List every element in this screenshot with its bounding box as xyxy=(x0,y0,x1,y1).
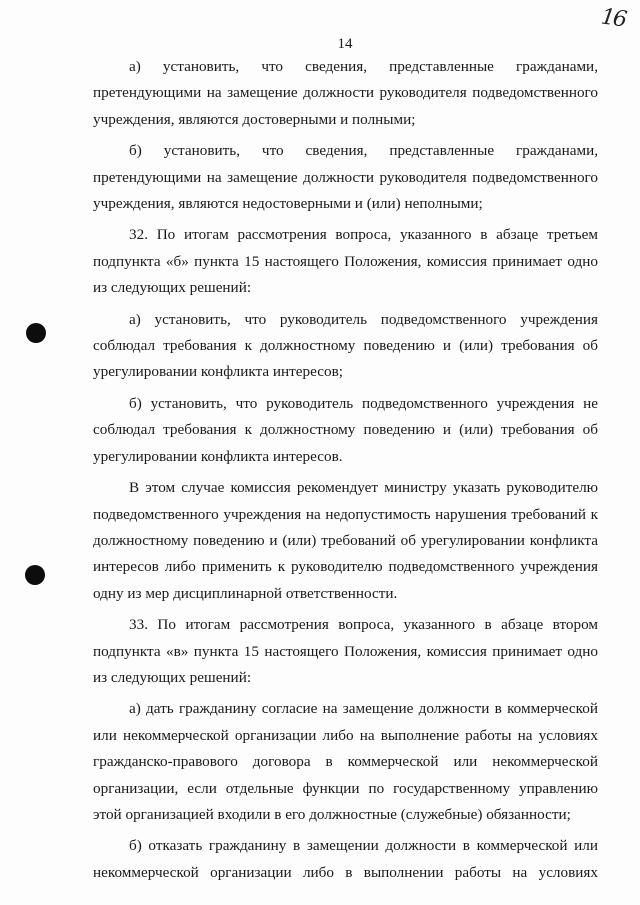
paragraph-p33-a xyxy=(93,696,598,828)
text-line: В этом случае комиссия рекомендует министру указать руководителю xyxy=(129,479,598,497)
text-line: или некоммерческой организации либо на выполнение работы на условиях xyxy=(93,726,598,744)
paragraph-p33 xyxy=(93,612,598,691)
paragraph-a-dostovernye xyxy=(93,54,598,133)
paragraph-p32-b xyxy=(93,391,598,470)
text-line: гражданско-правового договора в коммерческой или некоммерческой xyxy=(93,753,598,771)
text-line: б) отказать гражданину в замещении должности в коммерческой или xyxy=(129,837,598,855)
text-line: претендующими на замещение должности руководителя подведомственного xyxy=(93,168,598,186)
text-line: соблюдал требования к должностному поведению и (или) требования об xyxy=(93,421,598,439)
text-line: должностному поведению и (или) требований об урегулировании конфликта xyxy=(93,531,598,549)
text-line: из следующих решений: xyxy=(93,279,252,297)
text-line: а) установить, что руководитель подведомственного учреждения xyxy=(129,310,598,328)
text-line: а) установить, что сведения, представленные гражданами, xyxy=(129,58,598,75)
text-line: подведомственного учреждения на недопустимость нарушения требований к xyxy=(93,505,598,523)
text-line: одну из мер дисциплинарной ответственности. xyxy=(93,584,398,602)
text-line: учреждения, являются достоверными и полными; xyxy=(93,110,416,128)
handwritten-page-number: 16 xyxy=(599,4,627,33)
text-line: соблюдал требования к должностному поведению и (или) требования об xyxy=(93,337,598,355)
punch-hole-mark xyxy=(25,565,45,585)
text-line: претендующими на замещение должности руководителя подведомственного xyxy=(93,84,598,102)
text-line: урегулировании конфликта интересов; xyxy=(93,363,343,381)
paragraph-b-nedostovernye xyxy=(93,138,598,217)
text-line: 32. По итогам рассмотрения вопроса, указанного в абзаце третьем xyxy=(129,226,598,244)
text-line: этой организацией входили в его должностные (служебные) обязанности; xyxy=(93,805,571,823)
text-line: интересов либо применить к руководителю подведомственного учреждения xyxy=(93,558,598,576)
text-line: организации, если отдельные функции по государственному управлению xyxy=(93,779,598,797)
page-number: 14 xyxy=(337,36,353,52)
text-line: б) установить, что сведения, представленные гражданами, xyxy=(129,142,598,160)
text-line: б) установить, что руководитель подведомственного учреждения не xyxy=(129,394,598,412)
document-body xyxy=(93,54,598,891)
text-line: учреждения, являются недостоверными и (или) неполными; xyxy=(93,195,483,213)
paragraph-p33-b xyxy=(93,833,598,886)
text-line: некоммерческой организации либо в выполнении работы на условиях xyxy=(93,863,598,881)
text-line: 33. По итогам рассмотрения вопроса, указанного в абзаце втором xyxy=(129,616,598,634)
text-line: из следующих решений: xyxy=(93,668,252,686)
paragraph-p32 xyxy=(93,222,598,301)
paragraph-p32-a xyxy=(93,307,598,386)
text-line: а) дать гражданину согласие на замещение должности в коммерческой xyxy=(129,700,598,718)
text-line: подпункта «б» пункта 15 настоящего Положения, комиссия принимает одно xyxy=(93,252,598,270)
paragraph-p32-recommend xyxy=(93,475,598,607)
text-line: урегулировании конфликта интересов. xyxy=(93,447,343,465)
punch-hole-mark xyxy=(26,323,46,343)
text-line: подпункта «в» пункта 15 настоящего Положения, комиссия принимает одно xyxy=(93,642,598,660)
